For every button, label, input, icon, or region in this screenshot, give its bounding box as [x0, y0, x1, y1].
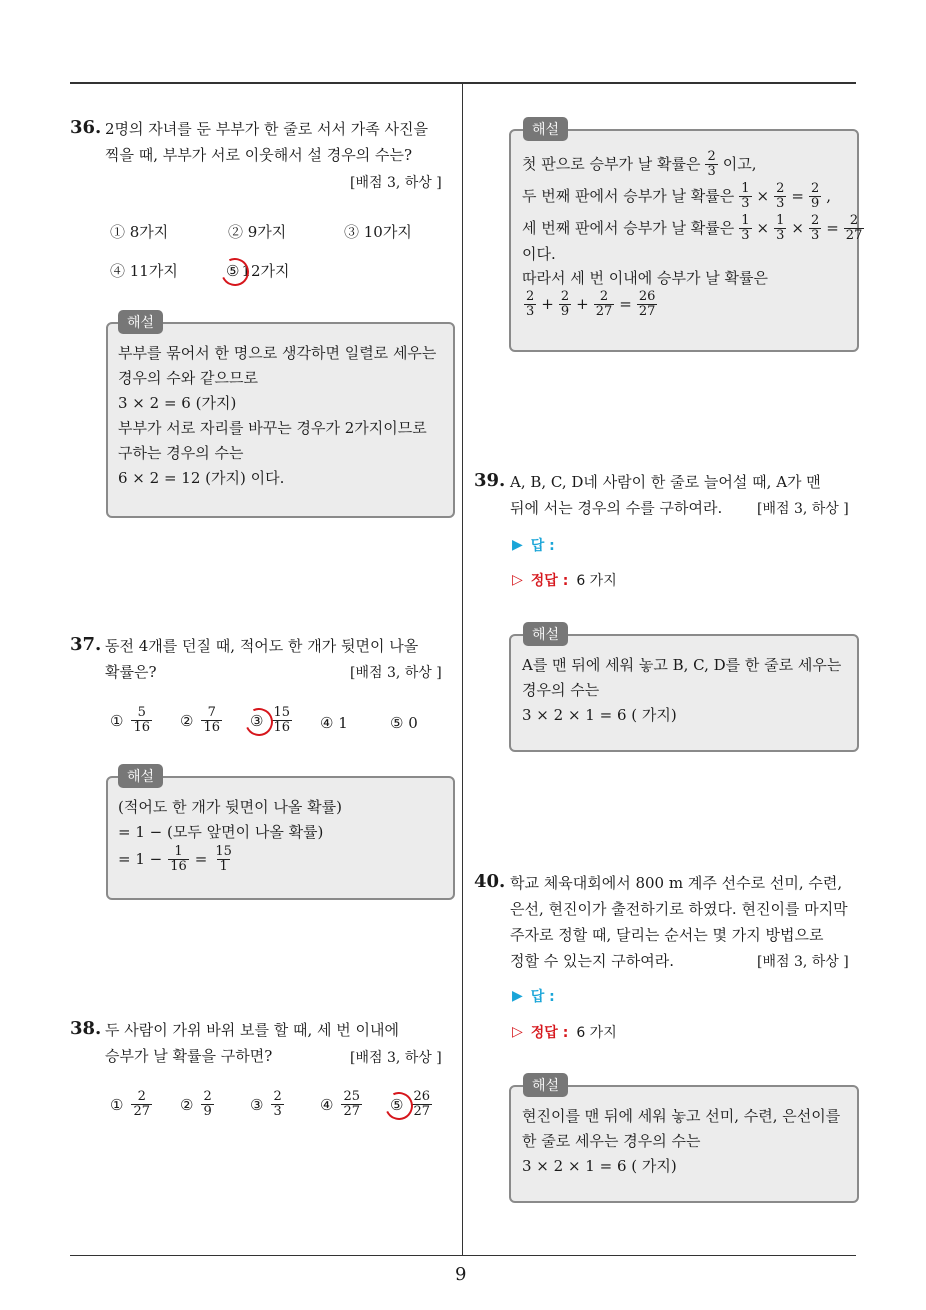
option-4[interactable]: ④ $\frac{25}{27}$	[320, 1089, 360, 1119]
answer-input-row[interactable]	[512, 535, 555, 555]
page-number: 9	[455, 1264, 467, 1285]
column-divider	[462, 84, 463, 1256]
option-4[interactable]	[110, 260, 178, 281]
solution-tag: 해설	[523, 622, 568, 646]
option-label: ③ 10가지	[344, 223, 412, 241]
question-text: A, B, C, D네 사람이 한 줄로 늘어설 때, A가 맨	[510, 473, 821, 491]
answer-circle-mark: ⑤	[226, 261, 240, 280]
answer-circle-mark: ⑤	[390, 1095, 404, 1114]
option-5-selected[interactable]	[226, 260, 290, 281]
question-text: 정할 수 있는지 구하여라.	[510, 952, 674, 970]
option-label: 12가지	[241, 262, 290, 280]
solution-tag: 해설	[523, 117, 568, 141]
answer-arrow-icon: ▶	[512, 988, 523, 1004]
correct-value: 6 가지	[576, 573, 617, 589]
question-text: 찍을 때, 부부가 서로 이웃해서 설 경우의 수는?	[105, 146, 413, 164]
option-3-selected[interactable]: ③ $\frac{15}{16}$	[250, 705, 290, 735]
question-text: 주자로 정할 때, 달리는 순서는 몇 가지 방법으로	[510, 926, 824, 944]
answer-arrow-icon: ▶	[512, 537, 523, 553]
solution-tag: 해설	[118, 310, 163, 334]
correct-arrow-icon: ▷	[512, 1024, 523, 1040]
bottom-rule	[70, 1255, 856, 1256]
answer-circle-mark: ③	[250, 711, 264, 730]
option-2[interactable]: ② $\frac{2}{9}$	[180, 1089, 212, 1119]
question-text: 승부가 날 확률을 구하면?	[105, 1047, 273, 1065]
option-label: ② 9가지	[228, 223, 287, 241]
correct-answer-row	[512, 570, 617, 590]
correct-answer-row	[512, 1022, 617, 1042]
option-2[interactable]: ② $\frac{7}{16}$	[180, 705, 220, 735]
points-label: [배점 3, 하상 ]	[757, 954, 849, 970]
correct-label: 정답 :	[530, 573, 569, 589]
solution-tag: 해설	[523, 1073, 568, 1097]
option-1[interactable]: ① $\frac{5}{16}$	[110, 705, 150, 735]
option-1[interactable]: ① $\frac{2}{27}$	[110, 1089, 150, 1119]
solution-text: 첫 판으로 승부가 날 확률은 $\frac{2}{3}$ 이고, 두 번째 판에서 승부가 날 확률은 $\frac{1}{3}$ × $\frac{2}{3}$ = $\frac{2}{9}$ , 세 번째 판에서 승부가 날 확률은 $\frac{1}{3}$ × $\frac{1}{3}$ × $\frac{2}{3}$ = $\frac{2}{27}$ 이다. 따라서 세 번 이내에 승부가 날 확률은 $\frac{2}{3}$ + $\frac{2}{9}$ + $\frac{2}{27}$ = $\frac{26}{27}$	[522, 148, 863, 319]
option-5[interactable]: ⑤ 0	[390, 714, 418, 732]
points-label: [배점 3, 하상 ]	[350, 665, 442, 681]
option-3[interactable]	[344, 221, 412, 242]
question-number: 40.	[474, 871, 506, 892]
option-label: ④ 11가지	[110, 262, 178, 280]
option-3[interactable]: ③ $\frac{2}{3}$	[250, 1089, 282, 1119]
question-text: 확률은?	[105, 663, 157, 681]
question-number: 36.	[70, 117, 102, 138]
top-rule	[70, 82, 856, 84]
question-text: 학교 체육대회에서 800 m 계주 선수로 선미, 수련,	[510, 874, 843, 892]
correct-arrow-icon: ▷	[512, 572, 523, 588]
answer-label: 답 :	[530, 538, 555, 554]
question-number: 38.	[70, 1018, 102, 1039]
correct-value: 6 가지	[576, 1025, 617, 1041]
question-text: 두 사람이 가위 바위 보를 할 때, 세 번 이내에	[105, 1021, 400, 1039]
question-number: 39.	[474, 470, 506, 491]
points-label: [배점 3, 하상 ]	[350, 1050, 442, 1066]
correct-label: 정답 :	[530, 1025, 569, 1041]
answer-label: 답 :	[530, 989, 555, 1005]
option-label: ① 8가지	[110, 223, 169, 241]
solution-text: A를 맨 뒤에 세워 놓고 B, C, D를 한 줄로 세우는 경우의 수는 3 × 2 × 1 = 6 ( 가지)	[522, 656, 842, 724]
option-1[interactable]	[110, 221, 168, 242]
question-text: 동전 4개를 던질 때, 적어도 한 개가 뒷면이 나올	[105, 637, 419, 655]
answer-input-row[interactable]	[512, 986, 555, 1006]
option-5-selected[interactable]: ⑤ $\frac{26}{27}$	[390, 1089, 430, 1119]
option-4[interactable]: ④ 1	[320, 714, 348, 732]
option-2[interactable]	[228, 221, 286, 242]
solution-tag: 해설	[118, 764, 163, 788]
points-label: [배점 3, 하상 ]	[350, 175, 442, 191]
question-number: 37.	[70, 634, 102, 655]
solution-text: 현진이를 맨 뒤에 세워 놓고 선미, 수련, 은선이를 한 줄로 세우는 경우의 수는 3 × 2 × 1 = 6 ( 가지)	[522, 1107, 841, 1175]
question-text: 뒤에 서는 경우의 수를 구하여라.	[510, 499, 723, 517]
solution-text: 부부를 묶어서 한 명으로 생각하면 일렬로 세우는 경우의 수와 같으므로 3 × 2 = 6 (가지) 부부가 서로 자리를 바꾸는 경우가 2가지이므로 구하는 경우의 수는 6 × 2 = 12 (가지) 이다.	[118, 344, 437, 487]
question-text: 은선, 현진이가 출전하기로 하였다. 현진이를 마지막	[510, 900, 848, 918]
points-label: [배점 3, 하상 ]	[757, 501, 849, 517]
solution-text: (적어도 한 개가 뒷면이 나올 확률) = 1 − (모두 앞면이 나올 확률) = 1 − $\frac{1}{16}$ = $\frac{15}{1}$	[118, 798, 342, 874]
question-text: 2명의 자녀를 둔 부부가 한 줄로 서서 가족 사진을	[105, 120, 428, 138]
